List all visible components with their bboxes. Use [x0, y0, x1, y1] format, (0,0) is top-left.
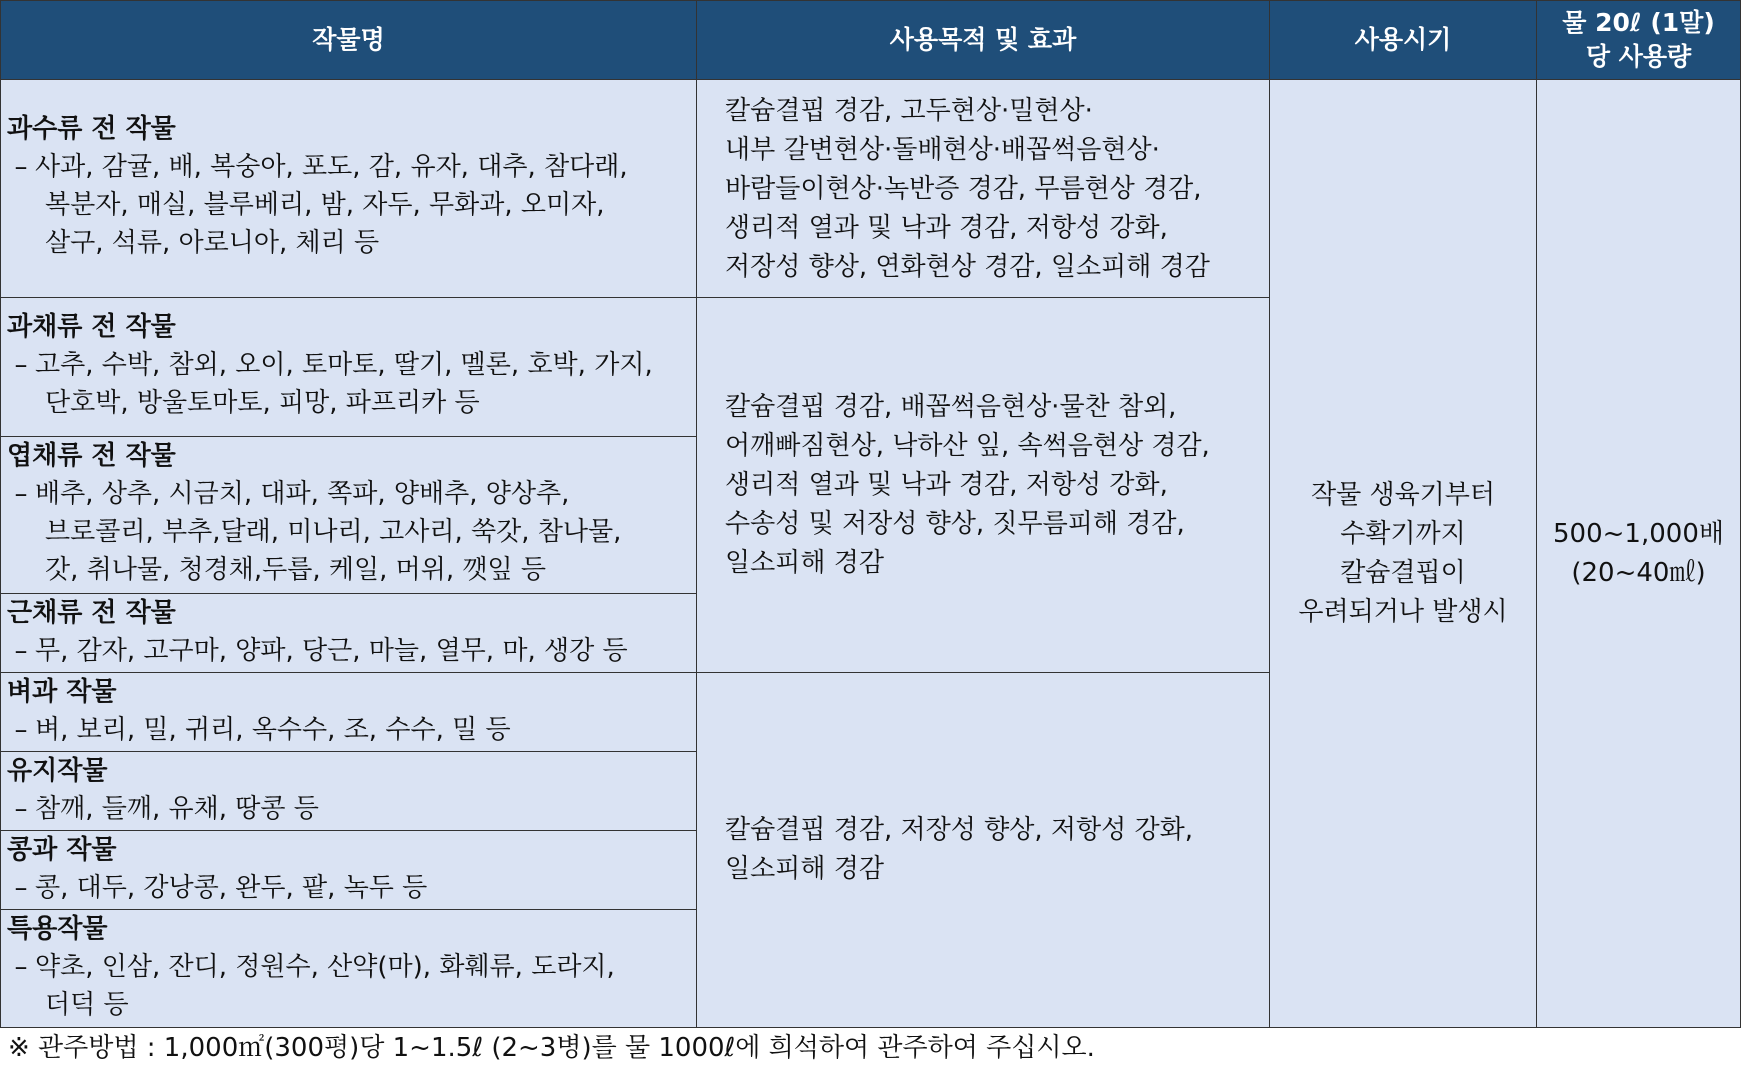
- header-dose: [1536, 0, 1741, 80]
- crop-list-line: 단호박, 방울토마토, 피망, 파프리카 등: [45, 388, 480, 418]
- crop-group-title: 엽채류 전 작물: [7, 441, 176, 471]
- crop-group-oil-crops: [0, 751, 697, 831]
- header-purpose: [696, 0, 1270, 80]
- purpose-line: 일소피해 경감: [725, 854, 884, 884]
- header-dose-line2: 당 사용량: [1585, 42, 1692, 71]
- crop-list-line: 벼, 보리, 밀, 귀리, 옥수수, 조, 수수, 밀 등: [35, 715, 511, 745]
- header-crop: [0, 0, 697, 80]
- purpose-line: 칼슘결핍 경감, 저장성 향상, 저항성 강화,: [725, 815, 1193, 845]
- crop-list-line: 복분자, 매실, 블루베리, 밤, 자두, 무화과, 오미자,: [45, 190, 605, 220]
- crop-list-line: 더덕 등: [45, 990, 129, 1020]
- crop-group-title: 특용작물: [7, 914, 108, 944]
- crop-group-grains: [0, 672, 697, 752]
- crop-list-line: 살구, 석류, 아로니아, 체리 등: [45, 228, 380, 258]
- header-crop-label: 작물명: [312, 25, 385, 54]
- timing-line: 작물 생육기부터: [1310, 479, 1496, 510]
- crop-group-title: 과수류 전 작물: [7, 114, 176, 144]
- crop-group-fruit-vegetables: [0, 297, 697, 437]
- dash: –: [14, 873, 28, 903]
- purpose-line: 수송성 및 저장성 향상, 짓무름피해 경감,: [725, 508, 1185, 539]
- crop-group-title: 과채류 전 작물: [7, 312, 176, 342]
- header-timing: [1269, 0, 1537, 80]
- purpose-line: 어깨빠짐현상, 낙하산 잎, 속썩음현상 경감,: [725, 430, 1210, 461]
- header-timing-label: 사용시기: [1354, 25, 1452, 54]
- dash: –: [14, 952, 28, 982]
- crop-group-title: 콩과 작물: [7, 835, 117, 865]
- crop-group-root-vegetables: [0, 593, 697, 673]
- purpose-line: 생리적 열과 및 낙과 경감, 저항성 강화,: [725, 469, 1168, 500]
- crop-list-line: 고추, 수박, 참외, 오이, 토마토, 딸기, 멜론, 호박, 가지,: [35, 350, 653, 380]
- crop-list-line: 참깨, 들깨, 유채, 땅콩 등: [35, 794, 319, 824]
- crop-list-line: 무, 감자, 고구마, 양파, 당근, 마늘, 열무, 마, 생강 등: [35, 636, 628, 666]
- purpose-cell-fruit: [696, 79, 1270, 298]
- dose-amount: (20~40㎖): [1571, 557, 1706, 588]
- purpose-line: 일소피해 경감: [725, 547, 884, 578]
- purpose-line: 생리적 열과 및 낙과 경감, 저항성 강화,: [725, 213, 1168, 243]
- crop-group-legumes: [0, 830, 697, 910]
- dash: –: [14, 794, 28, 824]
- purpose-line: 저장성 향상, 연화현상 경감, 일소피해 경감: [725, 252, 1210, 282]
- dose-cell: [1536, 79, 1741, 1028]
- dose-ratio: 500~1,000배: [1553, 518, 1724, 549]
- dash: –: [14, 636, 28, 666]
- crop-list-line: 브로콜리, 부추,달래, 미나리, 고사리, 쑥갓, 참나물,: [45, 517, 622, 547]
- dash: –: [14, 715, 28, 745]
- purpose-line: 칼슘결핍 경감, 고두현상·밀현상·: [725, 96, 1093, 126]
- timing-line: 우려되거나 발생시: [1298, 596, 1508, 627]
- crop-group-special-crops: [0, 909, 697, 1028]
- timing-line: 칼슘결핍이: [1340, 557, 1466, 588]
- header-purpose-label: 사용목적 및 효과: [889, 25, 1077, 54]
- purpose-line: 내부 갈변현상·돌배현상·배꼽썩음현상·: [725, 135, 1160, 165]
- dash: –: [14, 350, 28, 380]
- dash: –: [14, 152, 28, 182]
- purpose-cell-vegetables: [696, 297, 1270, 673]
- crop-list-line: 사과, 감귤, 배, 복숭아, 포도, 감, 유자, 대추, 참다래,: [35, 152, 628, 182]
- crop-group-leafy-vegetables: [0, 436, 697, 594]
- purpose-line: 칼슘결핍 경감, 배꼽썩음현상·물찬 참외,: [725, 391, 1177, 422]
- crop-list-line: 콩, 대두, 강낭콩, 완두, 팥, 녹두 등: [35, 873, 428, 903]
- dash: –: [14, 479, 28, 509]
- header-dose-line1: 물 20ℓ (1말): [1562, 8, 1715, 37]
- timing-line: 수확기까지: [1340, 518, 1466, 549]
- footnote: ※ 관주방법 : 1,000㎡(300평)당 1~1.5ℓ (2~3병)를 물 1000ℓ에 희석하여 관주하여 주십시오.: [8, 1033, 1095, 1063]
- crop-group-title: 벼과 작물: [7, 677, 117, 707]
- crop-list-line: 배추, 상추, 시금치, 대파, 쪽파, 양배추, 양상추,: [35, 479, 570, 509]
- timing-cell: [1269, 79, 1537, 1028]
- crop-list-line: 갓, 취나물, 청경채,두릅, 케일, 머위, 깻잎 등: [45, 555, 547, 585]
- purpose-cell-field-crops: [696, 672, 1270, 1028]
- crop-group-fruit-trees: [0, 79, 697, 298]
- crop-group-title: 근채류 전 작물: [7, 598, 176, 628]
- crop-group-title: 유지작물: [7, 756, 108, 786]
- purpose-line: 바람들이현상·녹반증 경감, 무름현상 경감,: [725, 174, 1202, 204]
- crop-list-line: 약초, 인삼, 잔디, 정원수, 산약(마), 화훼류, 도라지,: [35, 952, 615, 982]
